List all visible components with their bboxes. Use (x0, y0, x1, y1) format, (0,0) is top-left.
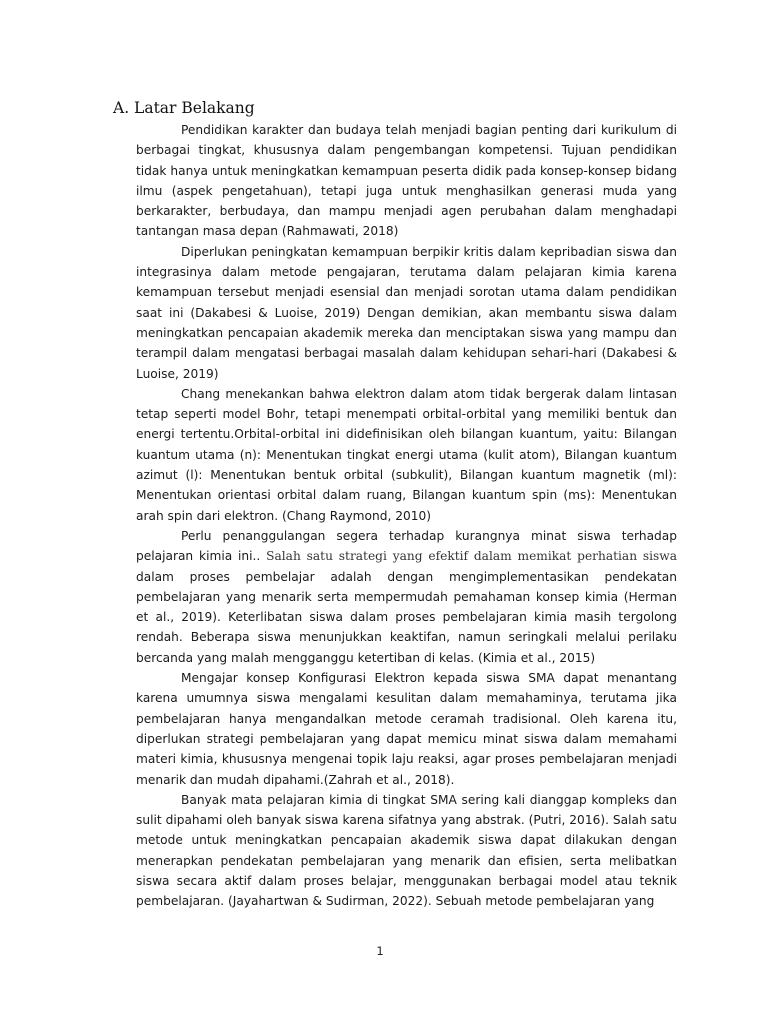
paragraph-4-end: dalam proses pembelajar adalah dengan mengimplementasikan pendekatan pembelajaran yang menarik serta mempermudah pemahaman konsep kimia (Herman et al., 2019). Keterlibatan siswa dalam proses pembelajaran kimia masih tergolong rendah. Beberapa siswa menunjukkan keaktifan, namun seringkali melalui perilaku bercanda yang malah mengganggu ketertiban di kelas. (Kimia et al., 2015) (136, 569, 677, 665)
paragraph-5: Mengajar konsep Konfigurasi Elektron kepada siswa SMA dapat menantang karena umumnya siswa mengalami kesulitan dalam memahaminya, terutama jika pembelajaran hanya mengandalkan metode ceramah tradisional. Oleh karena itu, diperlukan strategi pembelajaran yang dapat memicu minat siswa dalam memahami materi kimia, khususnya mengenai topik laju reaksi, agar proses pembelajaran menjadi menarik dan mudah dipahami.(Zahrah et al., 2018). (136, 671, 677, 787)
paragraph-4 (136, 526, 677, 668)
paragraph-1: Pendidikan karakter dan budaya telah menjadi bagian penting dari kurikulum di berbagai tingkat, khususnya dalam pengembangan kompetensi. Tujuan pendidikan tidak hanya untuk meningkatkan kemampuan peserta didik pada konsep-konsep bidang ilmu (aspek pengetahuan), tetapi juga untuk menghasilkan generasi muda yang berkarakter, berbudaya, dan mampu menjadi agen perubahan dalam menghadapi tantangan masa depan (Rahmawati, 2018) (136, 123, 677, 239)
page-number: 1 (376, 944, 384, 958)
paragraph-4-start: Perlu penanggulangan segera terhadap kurangnya minat siswa terhadap pelajaran kimia ini.. (136, 528, 677, 564)
paragraph-2: Diperlukan peningkatan kemampuan berpikir kritis dalam kepribadian siswa dan integrasinya dalam metode pengajaran, terutama dalam pelajaran kimia karena kemampuan tersebut menjadi esensial dan menjadi sorotan utama dalam pendidikan saat ini (Dakabesi & Luoise, 2019) Dengan demikian, akan membantu siswa dalam meningkatkan pencapaian akademik mereka dan menciptakan siswa yang mampu dan terampil dalam mengatasi berbagai masalah dalam kehidupan sehari-hari (Dakabesi & Luoise, 2019) (136, 244, 677, 381)
body-text (136, 120, 677, 912)
paragraph-3: Chang menekankan bahwa elektron dalam atom tidak bergerak dalam lintasan tetap seperti model Bohr, tetapi menempati orbital-orbital yang memiliki bentuk dan energi tertentu.Orbital-orbital ini didefinisikan oleh bilangan kuantum, yaitu: Bilangan kuantum utama (n): Menentukan tingkat energi utama (kulit atom), Bilangan kuantum azimut (l): Menentukan bentuk orbital (subkulit), Bilangan kuantum magnetik (ml): Menentukan orientasi orbital dalam ruang, Bilangan kuantum spin (ms): Menentukan arah spin dari elektron. (Chang Raymond, 2010) (136, 386, 677, 523)
paragraph-6: Banyak mata pelajaran kimia di tingkat SMA sering kali dianggap kompleks dan sulit dipahami oleh banyak siswa karena sifatnya yang abstrak. (Putri, 2016). Salah satu metode untuk meningkatkan pencapaian akademik siswa dapat dilakukan dengan menerapkan pendekatan pembelajaran yang menarik dan efisien, serta melibatkan siswa secara aktif dalam proses belajar, menggunakan berbagai model atau teknik pembelajaran. (Jayahartwan & Sudirman, 2022). Sebuah metode pembelajaran yang (136, 792, 677, 909)
paragraph-4-serif-run: Salah satu strategi yang efektif dalam memikat perhatian siswa (266, 549, 678, 564)
section-heading: A. Latar Belakang (113, 99, 255, 117)
